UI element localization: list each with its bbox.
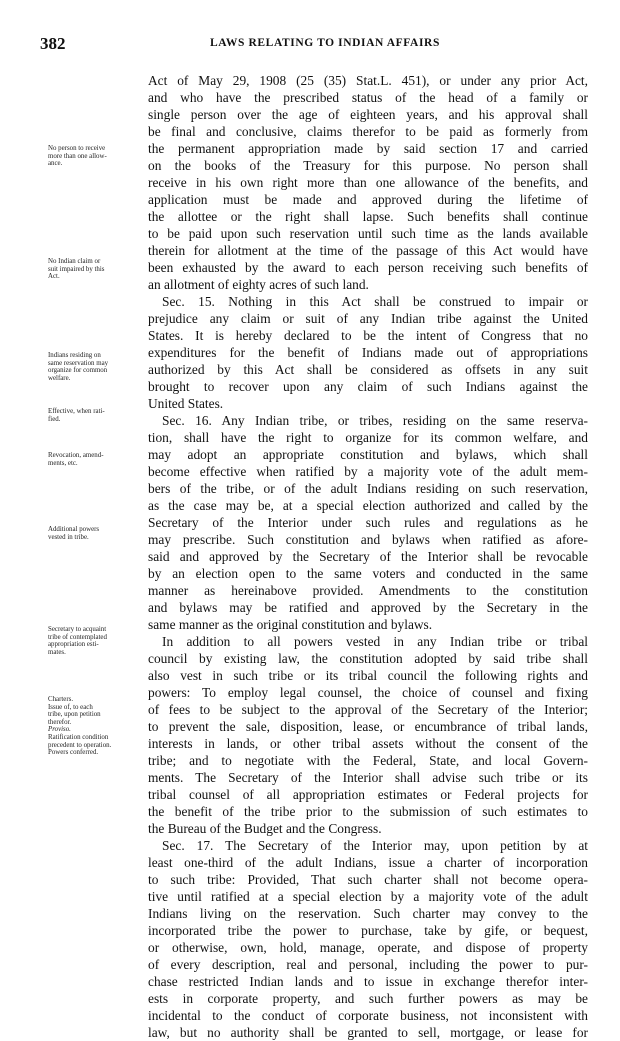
text-line: least one-third of the adult Indians, issue a charter of incorporation (148, 855, 588, 870)
margin-note-line: fied. (48, 415, 61, 423)
text-line: to such tribe: Provided, That such charter shall not become opera- (148, 872, 588, 887)
margin-note (40, 145, 146, 168)
margin-note (40, 408, 146, 423)
margin-note-line: precedent to operation. (48, 741, 112, 749)
margin-note (40, 352, 146, 382)
margin-note-line: Act. (48, 273, 60, 281)
text-line: tion, shall have the right to organize for its common welfare, and (148, 430, 588, 445)
margin-note-line: Ratification condition (48, 733, 109, 741)
margin-note-line: Secretary to acquaint (48, 626, 107, 633)
margin-note-line: organize for common (48, 367, 108, 375)
margin-note (40, 452, 146, 467)
margin-note-line: Additional powers (48, 526, 100, 533)
text-line: also vest in such tribe or its tribal council the following rights and (148, 668, 588, 683)
text-line: Act of May 29, 1908 (25 (35) Stat.L. 451), or under any prior Act, (148, 73, 588, 88)
text-line: an allotment of eighty acres of such land. (148, 277, 369, 292)
margin-note-line: No person to receive (48, 145, 106, 152)
text-line: by an election open to the same voters and conducted in the same (148, 566, 588, 581)
page-header (40, 34, 588, 54)
text-line: receive in his own right more than one allowance of the benefits, and (148, 175, 588, 190)
text-line: of fees to be subject to the approval of the Secretary of the Interior; (148, 702, 588, 717)
text-line: law, but no authority shall be granted to sell, mortgage, or lease for (148, 1025, 588, 1040)
margin-note-line: more than one allow- (48, 152, 107, 160)
margin-note-line: therefor. (48, 718, 72, 726)
text-line: the Bureau of the Budget and the Congress. (148, 821, 382, 836)
text-line: Secretary of the Interior under such rules and regulations as he (148, 515, 588, 530)
margin-note-line: Issue of, to each (48, 703, 93, 711)
page-number: 382 (40, 34, 66, 53)
text-line: may prescribe. Such constitution and bylaws when ratified as afore- (148, 532, 588, 547)
text-line: on the books of the Treasury for this purpose. No person shall (148, 158, 588, 173)
text-line: States. It is hereby declared to be the intent of Congress that no (148, 328, 588, 343)
margin-note (40, 526, 146, 541)
text-line: and bylaws may be ratified and approved by the Secretary in the (148, 600, 588, 615)
text-line: tribal counsel of all appropriation estimates or Federal projects for (148, 787, 588, 802)
text-line: tribe; and to negotiate with the Federal, State, and local Govern- (148, 753, 588, 768)
text-line: ments. The Secretary of the Interior shall advise such tribe or its (148, 770, 588, 785)
text-line: may adopt an appropriate constitution and bylaws, which shall (148, 447, 588, 462)
text-line: manner as hereinabove provided. Amendments to the constitution (148, 583, 588, 598)
margin-note-line: Revocation, amend- (48, 452, 104, 459)
margin-note-line: appropriation esti- (48, 641, 99, 649)
text-line: be final and conclusive, claims therefor to be paid as formerly from (148, 124, 588, 139)
margin-note-line: suit impaired by this (48, 265, 105, 273)
text-line: brought to recover upon any claim of such Indians against the (148, 379, 588, 394)
text-line: to be paid upon such reservation until such time as the lands available (148, 226, 588, 241)
text-line: council by existing law, the constitution adopted by said tribe shall (148, 651, 588, 666)
text-line: authorized by this Act shall be considered as offsets in any suit (148, 362, 588, 377)
margin-note-line: Proviso. (48, 726, 71, 734)
text-line: incorporated tribe the power to purchase, take by gife, or bequest, (148, 923, 588, 938)
text-line: to prevent the sale, disposition, lease, or encumbrance of tribal lands, (148, 719, 588, 734)
text-line: the permanent appropriation made by said section 17 and carried (148, 141, 588, 156)
text-line: Sec. 17. The Secretary of the Interior may, upon petition by at (162, 838, 588, 853)
body-text (148, 72, 588, 1041)
margin-note (40, 626, 146, 656)
margin-note-line: mates. (48, 648, 66, 656)
text-line: the allottee or the right shall lapse. Such benefits shall continue (148, 209, 588, 224)
text-line: expenditures for the benefit of Indians made out of appropriations (148, 345, 588, 360)
text-line: United States. (148, 396, 224, 411)
text-line: therein for allotment at the time of the passage of this Act would have (148, 243, 588, 258)
margin-note-line: same reservation may (48, 359, 109, 367)
margin-note (40, 258, 146, 281)
text-line: incidental to the conduct of corporate business, not inconsistent with (148, 1008, 588, 1023)
margin-note (40, 696, 146, 757)
margin-note-line: vested in tribe. (48, 533, 89, 541)
text-line: powers: To employ legal counsel, the choice of counsel and fixing (148, 685, 588, 700)
margin-note-line: Powers conferred. (48, 749, 99, 757)
text-line: prejudice any claim or suit of any Indian tribe against the United (148, 311, 588, 326)
text-line: said and approved by the Secretary of the Interior shall be revocable (148, 549, 588, 564)
text-line: chase restricted Indian lands and to issue in exchange therefor inter- (148, 974, 588, 989)
text-line: of every description, real and personal, including the power to pur- (148, 957, 588, 972)
text-line: application must be made and approved during the lifetime of (148, 192, 588, 207)
text-line: Sec. 16. Any Indian tribe, or tribes, residing on the same reserva- (162, 413, 588, 428)
margin-note-line: No Indian claim or (48, 258, 101, 265)
margin-note-line: ance. (48, 160, 63, 168)
text-line: single person over the age of eighteen years, and his approval shall (148, 107, 588, 122)
margin-note-line: ments, etc. (48, 459, 78, 467)
text-line: Indians living on the reservation. Such charter may convey to the (148, 906, 588, 921)
margin-note-line: tribe, upon petition (48, 711, 101, 719)
text-line: and who have the prescribed status of the head of a family or (148, 90, 588, 105)
margin-note-line: Effective, when rati- (48, 408, 105, 415)
text-line: interests in lands, or other tribal assets without the consent of the (148, 736, 588, 751)
running-title: LAWS RELATING TO INDIAN AFFAIRS (210, 37, 440, 49)
text-line: been exhausted by the award to each person receiving such benefits of (148, 260, 588, 275)
text-line: become effective when ratified by a majority vote of the adult mem- (148, 464, 588, 479)
margin-note-line: Charters. (48, 696, 74, 703)
margin-note-line: Indians residing on (48, 352, 101, 359)
text-line: the benefit of the tribe prior to the submission of such estimates to (148, 804, 588, 819)
text-line: same manner as the original constitution and bylaws. (148, 617, 433, 632)
text-line: tive until ratified at a special election by a majority vote of the adult (148, 889, 588, 904)
text-line: Sec. 15. Nothing in this Act shall be construed to impair or (162, 294, 588, 309)
margin-note-line: tribe of contemplated (48, 633, 107, 641)
margin-note-line: welfare. (48, 374, 71, 382)
text-line: In addition to all powers vested in any Indian tribe or tribal (162, 634, 588, 649)
text-line: as the case may be, at a special election authorized and called by the (148, 498, 588, 513)
text-line: or otherwise, own, hold, manage, operate, and dispose of property (148, 940, 588, 955)
text-line: bers of the tribe, or of the adult Indians residing on such reservation, (148, 481, 588, 496)
text-line: ests in corporate property, and such further powers as may be (148, 991, 588, 1006)
